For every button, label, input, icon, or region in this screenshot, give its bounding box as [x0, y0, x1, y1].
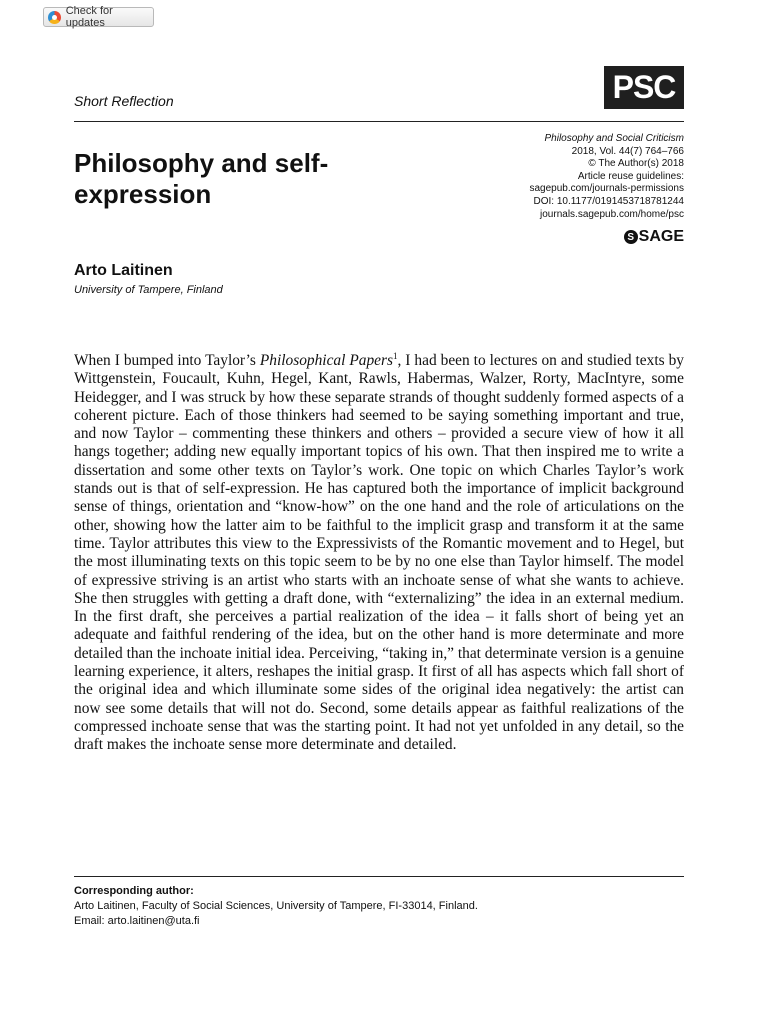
- correspondence-address: Arto Laitinen, Faculty of Social Sciences, University of Tampere, FI-33014, Finland.: [74, 900, 478, 912]
- journal-name: Philosophy and Social Criticism: [544, 133, 684, 144]
- journal-info-block: [529, 133, 684, 221]
- check-for-updates-button[interactable]: [43, 7, 154, 27]
- reuse-guidelines-label: Article reuse guidelines:: [577, 170, 684, 182]
- publisher-name: SAGE: [638, 228, 684, 245]
- article-title: Philosophy and self-expression: [74, 148, 329, 209]
- book-title: Philosophical Papers: [259, 352, 393, 369]
- footnote-marker[interactable]: 1: [392, 350, 398, 361]
- publisher-logo: [624, 228, 684, 246]
- footer-divider: [74, 876, 684, 877]
- check-for-updates-label: Check for updates: [65, 5, 113, 29]
- header-divider: [74, 121, 684, 122]
- body-text: , I had been to lectures on and studied texts by Wittgenstein, Foucault, Kuhn, Hegel, Kant, Rawls, Habermas, Walzer, Rorty, MacIntyre, some Heidegger, and I was struck by how these separate strands of thought suddenly formed aspects of a coherent picture. Each of those thinkers had seemed to be saying something important and true, and now Taylor – commenting these thinkers and others – provided a secure view of how it all hangs together; adding new equally important topics of his own. That then inspired me to write a dissertation and some other texts on Taylor’s work. One topic on which Charles Taylor’s work stands out is that of self-expression. He has captured both the importance of implicit background sense of things, orientation and “know-how” on the one hand and the role of articulations on the other, showing how the latter aim to be faithful to the implicit grasp and transform it at the same time. Taylor attributes this view to the Expressivists of the Romantic movement and to Hegel, but the most illuminating texts on this topic seem to be by no one else than Taylor himself. The model of expressive striving is an artist who starts with an inchoate sense of what she wants to achieve. She then struggles with getting a draft done, with “externalizing” the idea in an external medium. In the first draft, she perceives a partial realization of the idea – it falls short of being yet an adequate and faithful rendering of the idea, but on the other hand is more determinate and more detailed than the inchoate initial idea. Perceiving, “taking in,” that determinate version is a genuine learning experience, it alters, reshapes the initial grasp. It first of all has aspects which fall short of the original idea and which illuminate some sides of the original idea negatively: the artist can now see some details that will not do. Second, some details appear as faithful realizations of the compressed inchoate sense that was the starting point. It had not yet unfolded in any detail, so the draft makes the inchoate sense more determinate and detailed.: [74, 352, 684, 754]
- body-intro: When I bumped into Taylor’s: [74, 352, 260, 369]
- permissions-link[interactable]: sagepub.com/journals-permissions: [529, 183, 684, 195]
- copyright-notice: © The Author(s) 2018: [588, 158, 684, 170]
- correspondence-block: [74, 884, 478, 929]
- journal-home-link[interactable]: journals.sagepub.com/home/psc: [540, 208, 684, 220]
- journal-logo: PSC: [604, 66, 684, 109]
- correspondence-heading: Corresponding author:: [74, 885, 194, 897]
- journal-volume: 2018, Vol. 44(7) 764–766: [571, 145, 684, 157]
- author-affiliation: University of Tampere, Finland: [74, 284, 223, 296]
- article-type-label: Short Reflection: [74, 93, 174, 109]
- correspondence-email[interactable]: Email: arto.laitinen@uta.fi: [74, 915, 200, 927]
- crossmark-icon: [48, 11, 61, 24]
- sage-mark-icon: S: [624, 230, 638, 244]
- body-paragraph: [74, 352, 684, 755]
- doi-link[interactable]: DOI: 10.1177/0191453718781244: [533, 195, 684, 207]
- author-name: Arto Laitinen: [74, 262, 173, 279]
